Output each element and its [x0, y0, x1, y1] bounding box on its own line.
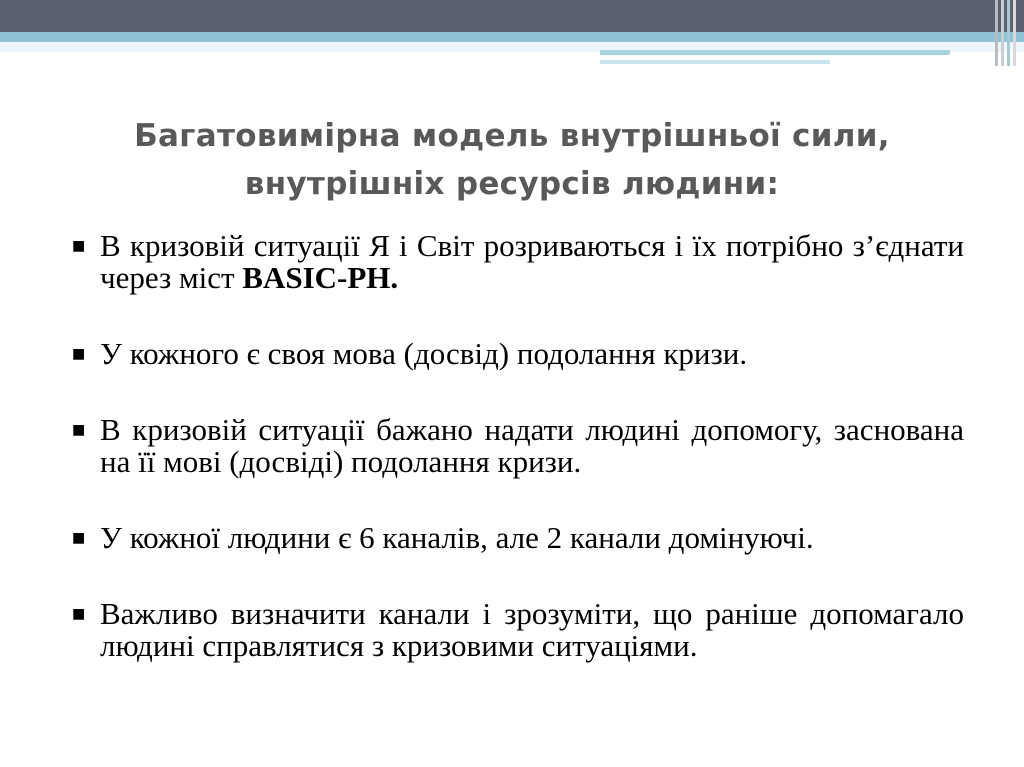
bullet-text: У кожної людини є 6 каналів, але 2 канали домінуючі.	[100, 520, 814, 555]
header-stripe	[600, 50, 950, 55]
bullet-text: В кризовій ситуації бажано надати людині допомогу, заснована на її мові (досвіді) подолання кризи.	[100, 412, 964, 479]
bullet-square-icon: ■	[72, 346, 86, 362]
bullet-square-icon: ■	[72, 422, 86, 438]
header-stripe	[600, 60, 830, 64]
bullet-item	[72, 598, 964, 662]
bullet-item	[72, 522, 964, 554]
bullet-item	[72, 338, 964, 370]
bullet-square-icon: ■	[72, 530, 86, 546]
slide-title	[60, 112, 964, 208]
bullet-item	[72, 414, 964, 478]
slide-title-line2: внутрішніх ресурсів людини:	[244, 166, 780, 202]
header-band-dark	[0, 0, 1024, 32]
corner-bar	[1013, 0, 1016, 66]
bullet-item	[72, 230, 964, 294]
bullet-square-icon: ■	[72, 606, 86, 622]
corner-bar	[1007, 0, 1010, 66]
bullet-text: Важливо визначити канали і зрозуміти, що раніше допомагало людині справлятися з кризовими ситуаціями.	[100, 596, 964, 663]
corner-bar	[995, 0, 998, 66]
bullet-text: В кризовій ситуації Я і Світ розриваються і їх потрібно з’єднати через міст BASIC-PH.	[100, 228, 964, 295]
corner-bar	[1001, 0, 1004, 66]
slide-title-line1: Багатовимірна модель внутрішньої сили,	[134, 118, 890, 154]
bullet-text: У кожного є своя мова (досвід) подолання кризи.	[100, 336, 748, 371]
bullet-square-icon: ■	[72, 238, 86, 254]
bullet-list	[72, 230, 964, 662]
bullet-emphasis: BASIC-PH.	[242, 260, 399, 295]
header-band-accent	[0, 32, 1024, 42]
